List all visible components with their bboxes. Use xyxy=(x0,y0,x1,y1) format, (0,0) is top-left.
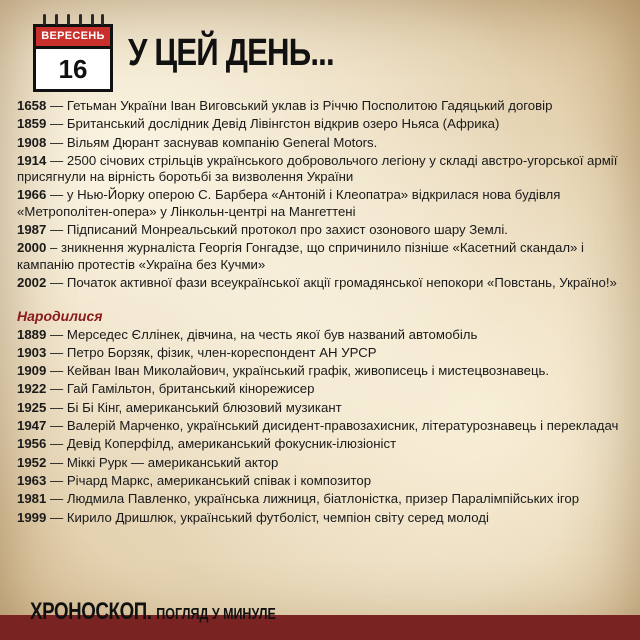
events-list xyxy=(17,98,629,291)
birth-item-year: 1889 xyxy=(17,326,47,342)
event-item-text: — Вільям Дюрант заснував компанію General Motors. xyxy=(46,134,378,150)
event-item xyxy=(17,98,629,114)
footer-subtitle: ПОГЛЯД У МИНУЛЕ xyxy=(156,606,276,623)
birth-item xyxy=(17,418,629,434)
event-item xyxy=(17,116,629,132)
birth-item-year: 1922 xyxy=(17,381,47,397)
event-item-year: 2000 xyxy=(17,240,47,256)
birth-item xyxy=(17,400,629,416)
event-item-text: — Британський дослідник Девід Лівінгстон відкрив озеро Ньяса (Африка) xyxy=(46,116,500,132)
event-item xyxy=(17,153,629,186)
birth-item-text: — Петро Борзяк, фізик, член-кореспондент АН УРСР xyxy=(46,344,377,360)
footer-title: ХРОНОСКОП. xyxy=(30,598,152,625)
calendar-rings xyxy=(33,14,113,26)
birth-item-year: 1956 xyxy=(17,436,47,452)
birth-item xyxy=(17,381,629,397)
calendar-month: ВЕРЕСЕНЬ xyxy=(33,24,113,46)
birth-item xyxy=(17,455,629,471)
birth-item-text: — Людмила Павленко, українська лижниця, біатлоністка, призер Паралімпійських ігор xyxy=(46,491,580,507)
page-title: У ЦЕЙ ДЕНЬ... xyxy=(128,32,334,74)
event-item-year: 1966 xyxy=(17,187,47,203)
event-item-year: 1908 xyxy=(17,134,47,150)
birth-item-year: 1952 xyxy=(17,454,47,470)
birth-item-text: — Кейван Іван Миколайович, український графік, живописець і мистецвознавець. xyxy=(46,363,550,379)
births-section-title: Народилися xyxy=(17,308,103,325)
birth-item xyxy=(17,327,629,343)
births-list xyxy=(17,327,629,526)
birth-item xyxy=(17,473,629,489)
event-item-year: 1987 xyxy=(17,222,47,238)
footer-brand xyxy=(30,598,276,626)
birth-item-text: — Девід Коперфілд, американський фокусник-ілюзіоніст xyxy=(46,436,397,452)
calendar-day: 16 xyxy=(33,46,113,92)
event-item xyxy=(17,135,629,151)
event-item-text: — Підписаний Монреальський протокол про захист озонового шару Землі. xyxy=(46,222,508,238)
event-item-text: — у Нью-Йорку оперою С. Барбера «Антоній і Клеопатра» відкрилася нова будівля «Метрополітен-опера» у Лінкольн-центрі на Мангеттені xyxy=(17,187,561,219)
birth-item-text: — Мерседес Єллінек, дівчина, на честь якої був названий автомобіль xyxy=(46,326,478,342)
birth-item-year: 1925 xyxy=(17,399,47,415)
birth-item-text: — Міккі Рурк — американський актор xyxy=(46,454,279,470)
event-item-year: 1914 xyxy=(17,152,47,168)
birth-item-text: — Бі Бі Кінг, американський блюзовий музикант xyxy=(46,399,342,415)
birth-item xyxy=(17,436,629,452)
birth-item-year: 1999 xyxy=(17,509,47,525)
birth-item-year: 1909 xyxy=(17,363,47,379)
birth-item-year: 1963 xyxy=(17,472,47,488)
birth-item xyxy=(17,491,629,507)
birth-item xyxy=(17,510,629,526)
event-item-text: — Гетьман України Іван Виговський уклав із Річчю Посполитою Гадяцький договір xyxy=(46,98,553,113)
birth-item xyxy=(17,345,629,361)
event-item xyxy=(17,187,629,220)
event-item-text: — 2500 січових стрільців українського добровольчого легіону у складі австро-угорської армії присягнули на вірність боротьбі за визволення України xyxy=(17,152,618,185)
birth-item-text: — Кирило Дришлюк, український футболіст, чемпіон світу серед молоді xyxy=(46,509,489,525)
event-item xyxy=(17,240,629,273)
birth-item-year: 1903 xyxy=(17,344,47,360)
calendar-icon xyxy=(33,20,113,92)
birth-item-year: 1981 xyxy=(17,491,47,507)
event-item-text: — Початок активної фази всеукраїнської акції громадянської непокори «Повстань, Україно!» xyxy=(46,274,617,290)
birth-item-year: 1947 xyxy=(17,418,47,434)
event-item-year: 1859 xyxy=(17,116,47,132)
event-item-year: 1658 xyxy=(17,98,47,113)
birth-item-text: — Річард Маркс, американський співак і композитор xyxy=(46,472,372,488)
event-item xyxy=(17,275,629,291)
event-item-year: 2002 xyxy=(17,274,47,290)
birth-item xyxy=(17,363,629,379)
birth-item-text: — Гай Гамільтон, британський кінорежисер xyxy=(46,381,315,397)
event-item xyxy=(17,222,629,238)
birth-item-text: — Валерій Марченко, український дисидент-правозахисник, літературознавець і перекладач xyxy=(46,418,619,434)
event-item-text: – зникнення журналіста Георгія Гонгадзе, що спричинило пізніше «Касетний скандал» і кампанію протестів «Україна без Кучми» xyxy=(17,240,584,272)
content-body xyxy=(17,98,629,528)
